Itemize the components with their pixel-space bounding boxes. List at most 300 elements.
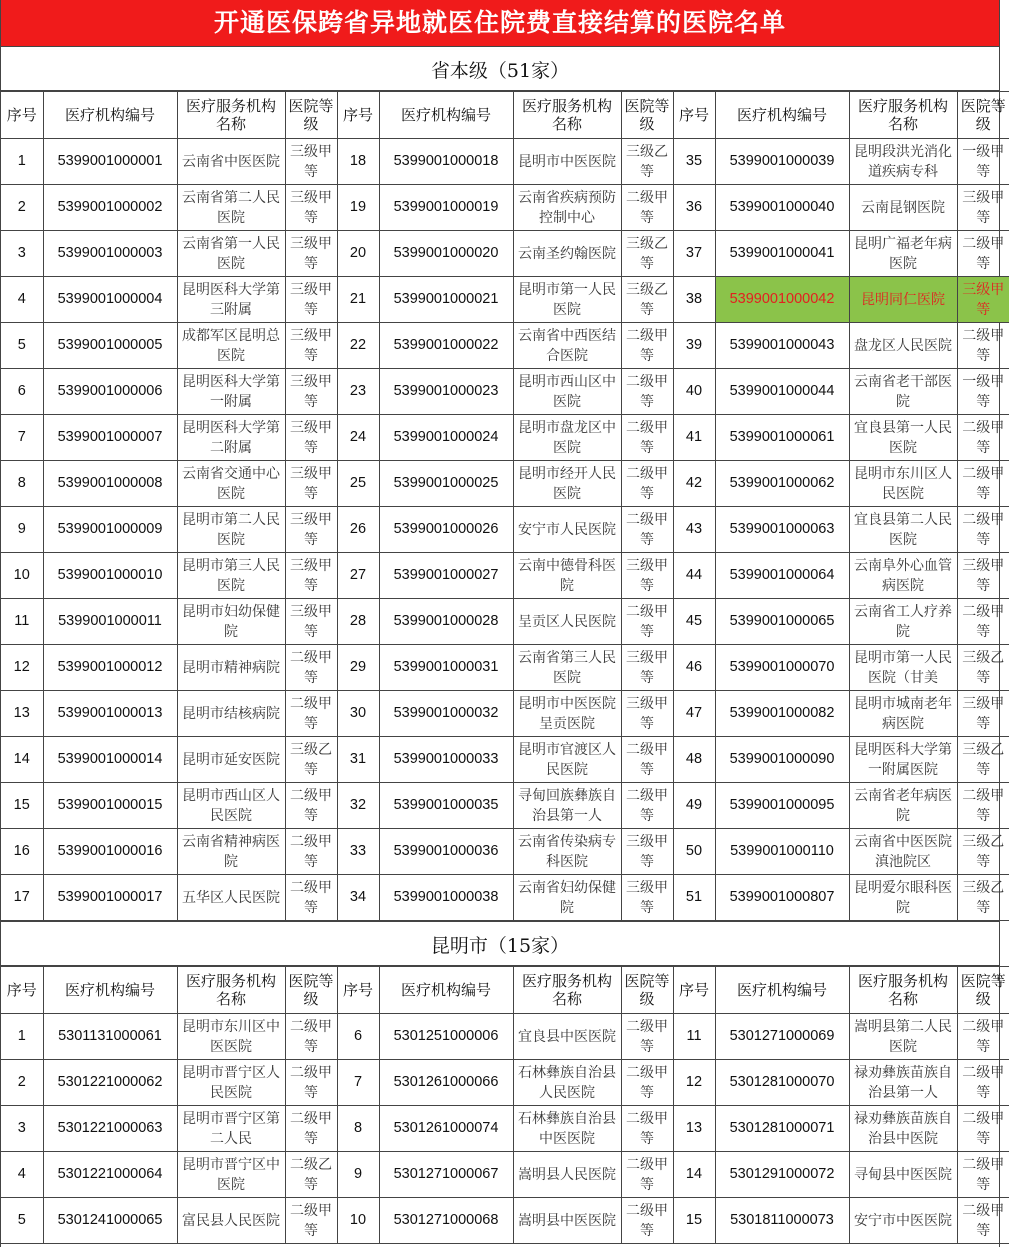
table-row (1, 461, 1009, 507)
code-cell: 5399001000028 (379, 599, 513, 645)
seq-cell: 11 (673, 1014, 715, 1060)
code-cell: 5399001000021 (379, 277, 513, 323)
name-cell: 云南圣约翰医院 (513, 231, 621, 277)
header-name: 医疗服务机构名称 (513, 92, 621, 139)
name-cell: 禄劝彝族苗族自治县中医院 (849, 1106, 957, 1152)
name-cell: 昆明广福老年病医院 (849, 231, 957, 277)
name-cell: 昆明医科大学第二附属 (177, 415, 285, 461)
grade-cell: 二级甲等 (285, 1060, 337, 1106)
code-cell: 5399001000001 (43, 139, 177, 185)
code-cell: 5301291000072 (715, 1152, 849, 1198)
header-name: 医疗服务机构名称 (513, 967, 621, 1014)
table-header-row (1, 92, 1009, 139)
seq-cell: 23 (337, 369, 379, 415)
name-cell: 盘龙区人民医院 (849, 323, 957, 369)
code-cell: 5399001000033 (379, 737, 513, 783)
table-row (1, 1106, 1009, 1152)
grade-cell: 二级甲等 (621, 323, 673, 369)
name-cell: 昆明市西山区人民医院 (177, 783, 285, 829)
seq-cell: 34 (337, 875, 379, 921)
grade-cell: 二级甲等 (957, 1014, 1009, 1060)
seq-cell: 10 (1, 553, 43, 599)
grade-cell: 一级甲等 (957, 369, 1009, 415)
table-row (1, 1060, 1009, 1106)
code-cell: 5399001000032 (379, 691, 513, 737)
table-row (1, 185, 1009, 231)
code-cell: 5399001000035 (379, 783, 513, 829)
code-cell: 5399001000016 (43, 829, 177, 875)
code-cell: 5301261000074 (379, 1106, 513, 1152)
grade-cell: 三级甲等 (957, 691, 1009, 737)
seq-cell: 19 (337, 185, 379, 231)
code-cell: 5301811000073 (715, 1198, 849, 1244)
grade-cell: 三级乙等 (285, 737, 337, 783)
table-row (1, 1152, 1009, 1198)
seq-cell: 5 (1, 323, 43, 369)
seq-cell: 26 (337, 507, 379, 553)
header-code: 医疗机构编号 (43, 967, 177, 1014)
name-cell: 云南省中西医结合医院 (513, 323, 621, 369)
code-cell: 5399001000003 (43, 231, 177, 277)
grade-cell: 二级甲等 (621, 369, 673, 415)
grade-cell: 二级甲等 (957, 1060, 1009, 1106)
code-cell: 5399001000015 (43, 783, 177, 829)
code-cell: 5399001000065 (715, 599, 849, 645)
table-row (1, 553, 1009, 599)
name-cell: 五华区人民医院 (177, 875, 285, 921)
seq-cell: 51 (673, 875, 715, 921)
name-cell: 云南昆钢医院 (849, 185, 957, 231)
table-row (1, 139, 1009, 185)
code-cell: 5399001000024 (379, 415, 513, 461)
name-cell: 昆明市城南老年病医院 (849, 691, 957, 737)
grade-cell: 二级甲等 (621, 783, 673, 829)
seq-cell: 39 (673, 323, 715, 369)
code-cell: 5301261000066 (379, 1060, 513, 1106)
name-cell: 昆明市延安医院 (177, 737, 285, 783)
code-cell: 5399001000004 (43, 277, 177, 323)
name-cell: 云南省老干部医院 (849, 369, 957, 415)
grade-cell: 二级甲等 (621, 1198, 673, 1244)
seq-cell: 46 (673, 645, 715, 691)
seq-cell: 44 (673, 553, 715, 599)
header-grade: 医院等级 (621, 92, 673, 139)
name-cell: 嵩明县第二人民医院 (849, 1014, 957, 1060)
code-cell: 5399001000031 (379, 645, 513, 691)
seq-cell: 37 (673, 231, 715, 277)
name-cell: 昆明市东川区人民医院 (849, 461, 957, 507)
seq-cell: 32 (337, 783, 379, 829)
seq-cell: 7 (337, 1060, 379, 1106)
grade-cell: 三级甲等 (621, 691, 673, 737)
seq-cell: 41 (673, 415, 715, 461)
header-seq: 序号 (673, 92, 715, 139)
name-cell: 石林彝族自治县人民医院 (513, 1060, 621, 1106)
grade-cell: 三级甲等 (285, 415, 337, 461)
table-row (1, 737, 1009, 783)
seq-cell: 20 (337, 231, 379, 277)
header-seq: 序号 (337, 92, 379, 139)
code-cell: 5399001000023 (379, 369, 513, 415)
grade-cell: 二级甲等 (957, 1106, 1009, 1152)
grade-cell: 三级甲等 (621, 553, 673, 599)
code-cell: 5399001000006 (43, 369, 177, 415)
seq-cell: 10 (337, 1198, 379, 1244)
table-row (1, 277, 1009, 323)
name-cell: 昆明医科大学第一附属 (177, 369, 285, 415)
code-cell: 5399001000014 (43, 737, 177, 783)
name-cell: 禄劝彝族苗族自治县第一人 (849, 1060, 957, 1106)
grade-cell: 三级甲等 (285, 185, 337, 231)
table-row (1, 645, 1009, 691)
grade-cell: 二级乙等 (285, 1152, 337, 1198)
seq-cell: 38 (673, 277, 715, 323)
seq-cell: 47 (673, 691, 715, 737)
seq-cell: 13 (1, 691, 43, 737)
grade-cell: 二级甲等 (621, 599, 673, 645)
name-cell: 昆明市中医医院 (513, 139, 621, 185)
section-title: 昆明市（15家） (1, 921, 999, 966)
code-cell: 5301131000061 (43, 1014, 177, 1060)
code-cell: 5301271000069 (715, 1014, 849, 1060)
code-cell: 5399001000062 (715, 461, 849, 507)
name-cell: 昆明市第二人民医院 (177, 507, 285, 553)
grade-cell: 三级甲等 (285, 369, 337, 415)
header-seq: 序号 (337, 967, 379, 1014)
seq-cell: 2 (1, 1060, 43, 1106)
grade-cell: 二级甲等 (957, 599, 1009, 645)
grade-cell: 二级甲等 (957, 461, 1009, 507)
code-cell: 5399001000020 (379, 231, 513, 277)
seq-cell: 21 (337, 277, 379, 323)
code-cell: 5399001000044 (715, 369, 849, 415)
code-cell: 5399001000025 (379, 461, 513, 507)
grade-cell: 三级甲等 (621, 829, 673, 875)
seq-cell: 2 (1, 185, 43, 231)
grade-cell: 三级乙等 (957, 829, 1009, 875)
seq-cell: 4 (1, 1152, 43, 1198)
name-cell: 宜良县第一人民医院 (849, 415, 957, 461)
name-cell: 昆明市晋宁区中医院 (177, 1152, 285, 1198)
name-cell: 云南省妇幼保健院 (513, 875, 621, 921)
code-cell: 5399001000042 (715, 277, 849, 323)
seq-cell: 12 (1, 645, 43, 691)
seq-cell: 43 (673, 507, 715, 553)
code-cell: 5399001000022 (379, 323, 513, 369)
seq-cell: 15 (1, 783, 43, 829)
grade-cell: 二级甲等 (957, 507, 1009, 553)
seq-cell: 9 (1, 507, 43, 553)
grade-cell: 二级甲等 (957, 1152, 1009, 1198)
code-cell: 5399001000007 (43, 415, 177, 461)
grade-cell: 二级甲等 (285, 783, 337, 829)
code-cell: 5399001000008 (43, 461, 177, 507)
code-cell: 5399001000043 (715, 323, 849, 369)
code-cell: 5399001000038 (379, 875, 513, 921)
grade-cell: 二级甲等 (621, 1152, 673, 1198)
table-row (1, 507, 1009, 553)
header-grade: 医院等级 (285, 92, 337, 139)
seq-cell: 50 (673, 829, 715, 875)
seq-cell: 14 (673, 1152, 715, 1198)
code-cell: 5399001000009 (43, 507, 177, 553)
table-row (1, 783, 1009, 829)
grade-cell: 三级乙等 (957, 645, 1009, 691)
name-cell: 云南省中医医院滇池院区 (849, 829, 957, 875)
seq-cell: 18 (337, 139, 379, 185)
code-cell: 5301221000063 (43, 1106, 177, 1152)
table-row (1, 829, 1009, 875)
table-row (1, 369, 1009, 415)
seq-cell: 1 (1, 1014, 43, 1060)
code-cell: 5301271000067 (379, 1152, 513, 1198)
name-cell: 云南阜外心血管病医院 (849, 553, 957, 599)
name-cell: 昆明市东川区中医医院 (177, 1014, 285, 1060)
grade-cell: 二级甲等 (285, 829, 337, 875)
name-cell: 昆明市晋宁区第二人民 (177, 1106, 285, 1152)
grade-cell: 三级甲等 (621, 645, 673, 691)
grade-cell: 二级甲等 (621, 1014, 673, 1060)
name-cell: 昆明爱尔眼科医院 (849, 875, 957, 921)
grade-cell: 三级甲等 (285, 139, 337, 185)
header-name: 医疗服务机构名称 (849, 92, 957, 139)
name-cell: 昆明市第一人民医院 (513, 277, 621, 323)
seq-cell: 13 (673, 1106, 715, 1152)
name-cell: 云南省中医医院 (177, 139, 285, 185)
code-cell: 5301281000070 (715, 1060, 849, 1106)
seq-cell: 14 (1, 737, 43, 783)
seq-cell: 16 (1, 829, 43, 875)
header-grade: 医院等级 (957, 92, 1009, 139)
name-cell: 安宁市人民医院 (513, 507, 621, 553)
grade-cell: 三级甲等 (285, 507, 337, 553)
header-code: 医疗机构编号 (715, 92, 849, 139)
seq-cell: 35 (673, 139, 715, 185)
grade-cell: 三级乙等 (957, 737, 1009, 783)
name-cell: 云南省交通中心医院 (177, 461, 285, 507)
seq-cell: 3 (1, 1106, 43, 1152)
name-cell: 富民县人民医院 (177, 1198, 285, 1244)
name-cell: 云南省疾病预防控制中心 (513, 185, 621, 231)
code-cell: 5301221000062 (43, 1060, 177, 1106)
seq-cell: 8 (1, 461, 43, 507)
seq-cell: 11 (1, 599, 43, 645)
seq-cell: 24 (337, 415, 379, 461)
name-cell: 昆明市结核病院 (177, 691, 285, 737)
name-cell: 云南省工人疗养院 (849, 599, 957, 645)
code-cell: 5399001000070 (715, 645, 849, 691)
grade-cell: 二级甲等 (621, 507, 673, 553)
code-cell: 5399001000027 (379, 553, 513, 599)
name-cell: 云南省精神病医院 (177, 829, 285, 875)
code-cell: 5399001000036 (379, 829, 513, 875)
seq-cell: 45 (673, 599, 715, 645)
code-cell: 5399001000040 (715, 185, 849, 231)
code-cell: 5399001000010 (43, 553, 177, 599)
grade-cell: 二级甲等 (621, 185, 673, 231)
name-cell: 宜良县第二人民医院 (849, 507, 957, 553)
grade-cell: 三级乙等 (621, 231, 673, 277)
header-code: 医疗机构编号 (379, 967, 513, 1014)
name-cell: 昆明市第一人民医院（甘美 (849, 645, 957, 691)
name-cell: 云南省第一人民医院 (177, 231, 285, 277)
code-cell: 5399001000807 (715, 875, 849, 921)
code-cell: 5399001000018 (379, 139, 513, 185)
table-row (1, 323, 1009, 369)
name-cell: 云南省传染病专科医院 (513, 829, 621, 875)
name-cell: 云南省第三人民医院 (513, 645, 621, 691)
code-cell: 5399001000002 (43, 185, 177, 231)
header-name: 医疗服务机构名称 (177, 92, 285, 139)
header-name: 医疗服务机构名称 (177, 967, 285, 1014)
hospital-table (1, 966, 1009, 1244)
code-cell: 5399001000013 (43, 691, 177, 737)
hospital-table (1, 91, 1009, 921)
code-cell: 5399001000017 (43, 875, 177, 921)
grade-cell: 二级甲等 (285, 1106, 337, 1152)
name-cell: 安宁市中医医院 (849, 1198, 957, 1244)
grade-cell: 三级甲等 (957, 553, 1009, 599)
code-cell: 5301281000071 (715, 1106, 849, 1152)
name-cell: 嵩明县中医医院 (513, 1198, 621, 1244)
name-cell: 昆明医科大学第三附属 (177, 277, 285, 323)
seq-cell: 36 (673, 185, 715, 231)
table-header-row (1, 967, 1009, 1014)
grade-cell: 二级甲等 (621, 1060, 673, 1106)
seq-cell: 15 (673, 1198, 715, 1244)
code-cell: 5399001000064 (715, 553, 849, 599)
seq-cell: 42 (673, 461, 715, 507)
name-cell: 昆明市精神病院 (177, 645, 285, 691)
grade-cell: 二级甲等 (621, 415, 673, 461)
grade-cell: 二级甲等 (621, 1106, 673, 1152)
name-cell: 昆明市西山区中医院 (513, 369, 621, 415)
grade-cell: 二级甲等 (285, 875, 337, 921)
seq-cell: 30 (337, 691, 379, 737)
seq-cell: 7 (1, 415, 43, 461)
code-cell: 5399001000095 (715, 783, 849, 829)
grade-cell: 三级乙等 (621, 139, 673, 185)
header-seq: 序号 (673, 967, 715, 1014)
name-cell: 石林彝族自治县中医医院 (513, 1106, 621, 1152)
code-cell: 5399001000110 (715, 829, 849, 875)
grade-cell: 二级甲等 (957, 323, 1009, 369)
code-cell: 5399001000012 (43, 645, 177, 691)
name-cell: 昆明医科大学第一附属医院 (849, 737, 957, 783)
table-row (1, 875, 1009, 921)
grade-cell: 二级甲等 (285, 645, 337, 691)
table-row (1, 1198, 1009, 1244)
seq-cell: 31 (337, 737, 379, 783)
seq-cell: 5 (1, 1198, 43, 1244)
name-cell: 呈贡区人民医院 (513, 599, 621, 645)
code-cell: 5301221000064 (43, 1152, 177, 1198)
grade-cell: 二级甲等 (285, 1198, 337, 1244)
name-cell: 寻甸回族彝族自治县第一人 (513, 783, 621, 829)
seq-cell: 3 (1, 231, 43, 277)
code-cell: 5399001000090 (715, 737, 849, 783)
seq-cell: 6 (337, 1014, 379, 1060)
section-title: 省本级（51家） (1, 46, 999, 91)
table-row (1, 415, 1009, 461)
seq-cell: 49 (673, 783, 715, 829)
grade-cell: 三级甲等 (285, 323, 337, 369)
seq-cell: 1 (1, 139, 43, 185)
grade-cell: 三级甲等 (957, 185, 1009, 231)
grade-cell: 三级甲等 (285, 599, 337, 645)
header-name: 医疗服务机构名称 (849, 967, 957, 1014)
name-cell: 寻甸县中医医院 (849, 1152, 957, 1198)
code-cell: 5301241000065 (43, 1198, 177, 1244)
name-cell: 昆明市盘龙区中医院 (513, 415, 621, 461)
grade-cell: 三级甲等 (285, 277, 337, 323)
name-cell: 嵩明县人民医院 (513, 1152, 621, 1198)
name-cell: 昆明市官渡区人民医院 (513, 737, 621, 783)
grade-cell: 二级甲等 (285, 691, 337, 737)
name-cell: 昆明市晋宁区人民医院 (177, 1060, 285, 1106)
table-row (1, 599, 1009, 645)
seq-cell: 48 (673, 737, 715, 783)
name-cell: 昆明市经开人民医院 (513, 461, 621, 507)
name-cell: 云南省老年病医院 (849, 783, 957, 829)
code-cell: 5301251000006 (379, 1014, 513, 1060)
code-cell: 5399001000061 (715, 415, 849, 461)
code-cell: 5399001000082 (715, 691, 849, 737)
table-row (1, 1014, 1009, 1060)
table-row (1, 231, 1009, 277)
grade-cell: 二级甲等 (957, 1198, 1009, 1244)
name-cell: 云南省第二人民医院 (177, 185, 285, 231)
name-cell: 昆明市第三人民医院 (177, 553, 285, 599)
grade-cell: 二级甲等 (285, 1014, 337, 1060)
header-seq: 序号 (1, 967, 43, 1014)
header-seq: 序号 (1, 92, 43, 139)
seq-cell: 28 (337, 599, 379, 645)
code-cell: 5399001000026 (379, 507, 513, 553)
table-row (1, 691, 1009, 737)
grade-cell: 三级甲等 (621, 875, 673, 921)
code-cell: 5399001000011 (43, 599, 177, 645)
grade-cell: 三级乙等 (621, 277, 673, 323)
header-code: 医疗机构编号 (43, 92, 177, 139)
header-grade: 医院等级 (621, 967, 673, 1014)
seq-cell: 8 (337, 1106, 379, 1152)
grade-cell: 三级甲等 (285, 231, 337, 277)
seq-cell: 22 (337, 323, 379, 369)
seq-cell: 9 (337, 1152, 379, 1198)
grade-cell: 二级甲等 (957, 415, 1009, 461)
grade-cell: 二级甲等 (957, 783, 1009, 829)
name-cell: 昆明同仁医院 (849, 277, 957, 323)
seq-cell: 17 (1, 875, 43, 921)
seq-cell: 6 (1, 369, 43, 415)
seq-cell: 29 (337, 645, 379, 691)
sections-container (1, 46, 1006, 1244)
header-code: 医疗机构编号 (379, 92, 513, 139)
header-code: 医疗机构编号 (715, 967, 849, 1014)
seq-cell: 12 (673, 1060, 715, 1106)
seq-cell: 4 (1, 277, 43, 323)
grade-cell: 三级乙等 (957, 875, 1009, 921)
code-cell: 5399001000019 (379, 185, 513, 231)
code-cell: 5399001000041 (715, 231, 849, 277)
name-cell: 云南中德骨科医院 (513, 553, 621, 599)
code-cell: 5399001000039 (715, 139, 849, 185)
code-cell: 5399001000005 (43, 323, 177, 369)
grade-cell: 二级甲等 (621, 461, 673, 507)
name-cell: 昆明段洪光消化道疾病专科 (849, 139, 957, 185)
header-grade: 医院等级 (957, 967, 1009, 1014)
